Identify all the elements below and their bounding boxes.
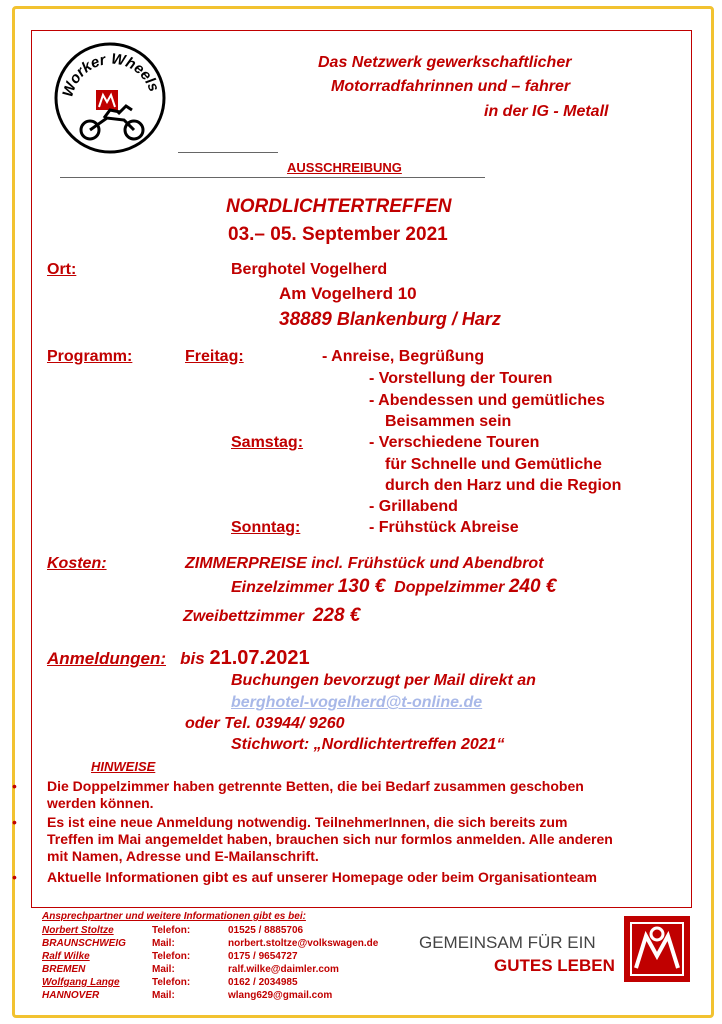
contact-label: Mail:	[152, 964, 175, 975]
freitag-label: Freitag:	[185, 348, 244, 365]
contact-email[interactable]: norbert.stoltze@volkswagen.de	[228, 938, 379, 949]
contact-city: BREMEN	[42, 964, 86, 975]
ig-metall-logo-icon	[624, 916, 690, 982]
contact-city: BRAUNSCHWEIG	[42, 938, 126, 949]
hotel-city	[279, 309, 501, 331]
bullet: •	[12, 814, 17, 830]
ausschreibung-heading: AUSSCHREIBUNG	[287, 160, 402, 175]
sonntag-label: Sonntag:	[231, 519, 301, 536]
hotel-email-link[interactable]: berghotel-vogelherd@t-online.de	[231, 694, 483, 711]
zweibettzimmer-price: 228 €	[312, 605, 361, 626]
anmeldungen-date: 21.07.2021	[209, 647, 310, 669]
contact-email[interactable]: wlang629@gmail.com	[228, 990, 333, 1001]
hinweis-1-line-1: Die Doppelzimmer haben getrennte Betten, die bei Bedarf zusammen geschoben	[47, 778, 584, 794]
mail-instruction: Buchungen bevorzugt per Mail direkt an	[231, 672, 536, 689]
contact-phone: 0162 / 2034985	[228, 977, 298, 988]
contact-label: Telefon:	[152, 977, 191, 988]
contacts-heading: Ansprechpartner und weitere Informationen gibt es bei:	[42, 911, 306, 922]
doppelzimmer-price: 240 €	[508, 576, 557, 597]
slogan-line-1: GEMEINSAM FÜR EIN	[419, 933, 596, 952]
event-dates: 03.– 05. September 2021	[228, 224, 448, 245]
freitag-item: - Vorstellung der Touren	[369, 370, 553, 387]
contact-city: HANNOVER	[42, 990, 100, 1001]
anmeldungen-bis: bis	[180, 649, 205, 668]
freitag-item: Beisammen sein	[385, 413, 512, 430]
bullet: •	[12, 869, 17, 885]
programm-label: Programm:	[47, 348, 133, 365]
contact-name: Ralf Wilke	[42, 951, 90, 962]
worker-wheels-logo	[52, 40, 168, 156]
hinweise-heading: HINWEISE	[91, 759, 156, 774]
contact-label: Telefon:	[152, 951, 191, 962]
anmeldungen-label: Anmeldungen:	[47, 649, 166, 668]
contact-name: Norbert Stoltze	[42, 925, 114, 936]
kosten-label: Kosten:	[47, 555, 107, 572]
hinweis-1-line-2: werden können.	[47, 795, 154, 811]
stichwort-line: Stichwort: „Nordlichtertreffen 2021“	[231, 736, 505, 753]
tel-line: oder Tel. 03944/ 9260	[185, 715, 345, 732]
doppelzimmer-label: Doppelzimmer	[394, 579, 505, 596]
header-line-1: Das Netzwerk gewerkschaftlicher	[318, 54, 572, 71]
header-line-2: Motorradfahrinnen und – fahrer	[331, 78, 571, 95]
samstag-item: - Verschiedene Touren	[369, 434, 540, 451]
hotel-name: Berghotel Vogelherd	[231, 261, 388, 278]
bullet: •	[12, 778, 17, 794]
hotel-city-name: Blankenburg / Harz	[336, 309, 501, 329]
slogan-line-2: GUTES LEBEN	[494, 956, 615, 975]
contact-phone: 01525 / 8885706	[228, 925, 304, 936]
header-line-3: in der IG - Metall	[484, 103, 609, 120]
event-title: NORDLICHTERTREFFEN	[226, 196, 452, 217]
samstag-item: für Schnelle und Gemütliche	[385, 456, 602, 473]
ig-metall-emblem-icon	[96, 90, 118, 110]
hotel-street: Am Vogelherd 10	[279, 284, 417, 303]
anmeldungen-row	[47, 647, 310, 670]
samstag-item: durch den Harz und die Region	[385, 477, 622, 494]
hinweis-2-line-1: Es ist eine neue Anmeldung notwendig. TeilnehmerInnen, die sich bereits zum	[47, 814, 568, 830]
divider	[60, 177, 485, 178]
freitag-item: - Abendessen und gemütliches	[369, 392, 605, 409]
sonntag-item: - Frühstück Abreise	[369, 519, 519, 536]
contact-label: Mail:	[152, 990, 175, 1001]
ort-label: Ort:	[47, 261, 77, 278]
zweibettzimmer-row	[183, 605, 360, 627]
contact-phone: 0175 / 9654727	[228, 951, 298, 962]
hinweis-2-line-2: Treffen im Mai angemeldet haben, brauchen sich nur formlos anmelden. Alle anderen	[47, 831, 613, 847]
freitag-item: - Anreise, Begrüßung	[322, 348, 485, 365]
svg-text:Worker Wheels: Worker Wheels	[59, 50, 163, 100]
zweibettzimmer-label: Zweibettzimmer	[183, 608, 304, 625]
hinweis-2-line-3: mit Namen, Adresse und E-Mailanschrift.	[47, 848, 319, 864]
hinweis-3-line-1: Aktuelle Informationen gibt es auf unserer Homepage oder beim Organisationteam	[47, 869, 597, 885]
einzelzimmer-price: 130 €	[337, 576, 386, 597]
divider	[178, 152, 278, 153]
einzelzimmer-label: Einzelzimmer	[231, 579, 334, 596]
contact-name: Wolfgang Lange	[42, 977, 120, 988]
samstag-label: Samstag:	[231, 434, 304, 451]
einzelzimmer-row	[231, 576, 556, 598]
zimmerpreise-heading: ZIMMERPREISE incl. Frühstück und Abendbrot	[185, 555, 544, 572]
contact-label: Mail:	[152, 938, 175, 949]
samstag-item: - Grillabend	[369, 498, 458, 515]
hotel-zip: 38889	[279, 309, 332, 330]
contact-label: Telefon:	[152, 925, 191, 936]
contact-email[interactable]: ralf.wilke@daimler.com	[228, 964, 339, 975]
